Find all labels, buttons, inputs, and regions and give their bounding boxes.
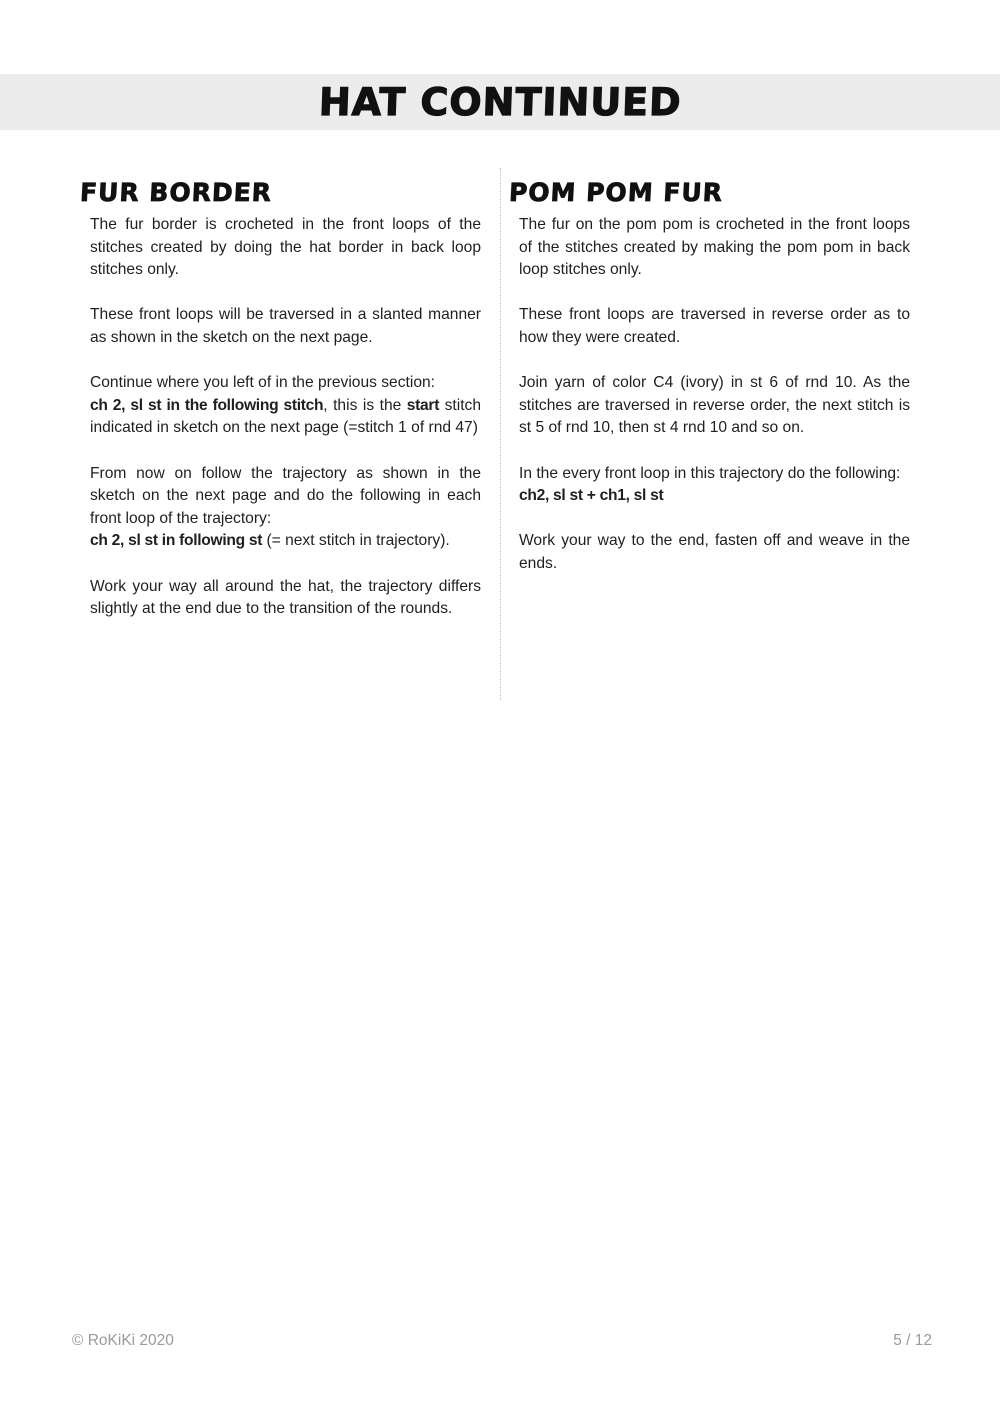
instruction-bold: ch 2, sl st in the following stitch [90, 396, 324, 414]
pom-pom-fur-section [509, 176, 909, 598]
section-heading-pom-pom-fur: POM POM FUR [508, 178, 724, 207]
paragraph: Join yarn of color C4 (ivory) in st 6 of rnd 10. As the stitches are traversed in reverse order, the next stitch is st 5 of rnd 10, then st 4 rnd 10 and so on. [519, 374, 910, 437]
footer-copyright: © RoKiKi 2020 [72, 1332, 174, 1349]
paragraph-text: stitch indicated in sketch on the next page (=stitch 1 of rnd 47) [90, 396, 481, 437]
paragraph: The fur border is crocheted in the front loops of the stitches created by doing the hat border in back loop stitches only. [90, 216, 481, 279]
footer-page-number: 5 / 12 [893, 1332, 932, 1349]
title-bar [0, 74, 1000, 130]
section-body [90, 214, 481, 621]
section-heading-fur-border: FUR BORDER [79, 178, 273, 207]
paragraph: These front loops will be traversed in a slanted manner as shown in the sketch on the next page. [90, 306, 481, 346]
paragraph: Work your way all around the hat, the trajectory differs slightly at the end due to the transition of the rounds. [90, 577, 481, 618]
paragraph-text: From now on follow the trajectory as shown in the sketch on the next page and do the following in each front loop of the trajectory: [90, 464, 481, 527]
section-body [519, 214, 910, 576]
paragraph-text: In the every front loop in this trajectory do the following: [519, 464, 901, 482]
instruction-bold: ch 2, sl st in following st [90, 532, 263, 550]
paragraph-text: (= next stitch in trajectory). [262, 532, 450, 550]
paragraph-text: , this is the [323, 396, 407, 414]
paragraph [519, 463, 910, 508]
paragraph-text: Continue where you left of in the previous section: [90, 374, 435, 392]
paragraph: These front loops are traversed in reverse order as to how they were created. [519, 306, 910, 346]
paragraph: Work your way to the end, fasten off and weave in the ends. [519, 532, 910, 572]
paragraph: The fur on the pom pom is crocheted in the front loops of the stitches created by making the pom pom in back loop stitches only. [519, 216, 910, 279]
column-divider [500, 168, 501, 700]
page-title: HAT CONTINUED [317, 80, 683, 124]
instruction-bold: ch2, sl st + ch1, sl st [519, 487, 664, 505]
paragraph [90, 463, 481, 553]
fur-border-section [80, 176, 480, 643]
instruction-bold: start [406, 396, 440, 414]
paragraph [90, 372, 481, 440]
